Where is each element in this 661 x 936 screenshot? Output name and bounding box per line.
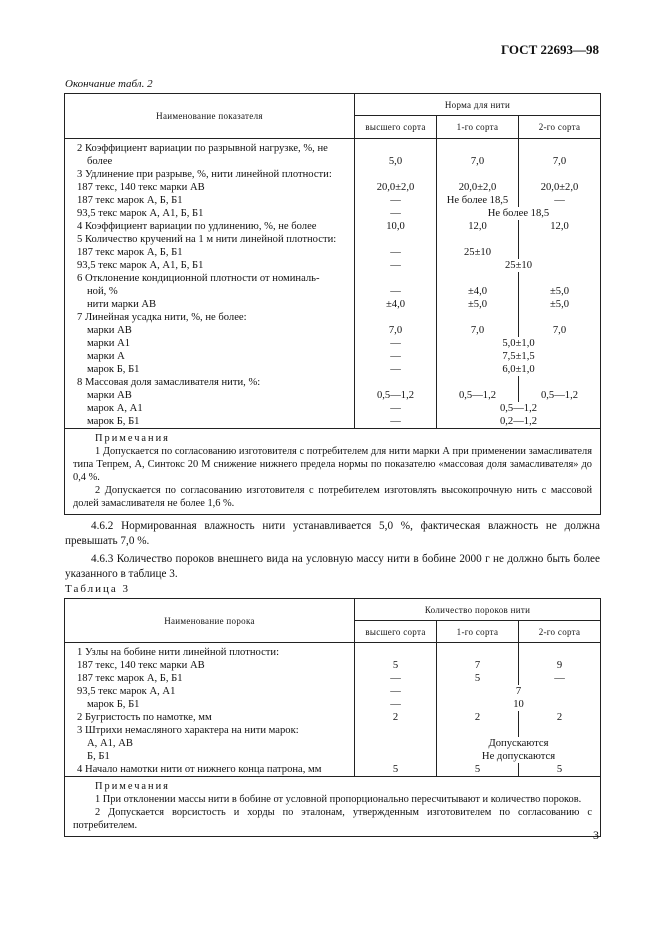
table-3-col-first: 1-го сорта	[437, 621, 519, 643]
cell-top-grade	[355, 737, 437, 750]
page-number: 3	[593, 828, 599, 842]
cell-second-grade	[519, 246, 601, 259]
cell-second-grade: 9	[519, 659, 601, 672]
table-3-col-second: 2-го сорта	[519, 621, 601, 643]
cell-second-grade	[519, 376, 601, 389]
row-name: 187 текс, 140 текс марки АВ	[65, 659, 355, 672]
row-name: Б, Б1	[65, 750, 355, 763]
cell-top-grade	[355, 233, 437, 246]
table-row	[65, 685, 601, 698]
cell-merged: Не более 18,5	[437, 207, 601, 220]
cell-merged: 6,0±1,0	[437, 363, 601, 376]
cell-first-grade: 2	[437, 711, 519, 724]
cell-second-grade: 12,0	[519, 220, 601, 233]
cell-second-grade: 7,0	[519, 155, 601, 168]
cell-merged: 25±10	[437, 259, 601, 272]
row-name: 6 Отклонение кондиционной плотности от номиналь-	[65, 272, 355, 285]
row-name: нити марки АВ	[65, 298, 355, 311]
table-row	[65, 402, 601, 415]
table-row	[65, 350, 601, 363]
cell-second-grade: ±5,0	[519, 298, 601, 311]
cell-second-grade: 20,0±2,0	[519, 181, 601, 194]
table-2-col-second: 2-го сорта	[519, 116, 601, 139]
cell-top-grade: —	[355, 285, 437, 298]
row-name: 4 Начало намотки нити от нижнего конца патрона, мм	[65, 763, 355, 777]
table-2-caption: Окончание табл. 2	[65, 78, 153, 90]
table-row	[65, 415, 601, 429]
table-row	[65, 643, 601, 660]
table-row	[65, 737, 601, 750]
table-row	[65, 750, 601, 763]
cell-top-grade: —	[355, 672, 437, 685]
cell-second-grade: 7,0	[519, 324, 601, 337]
cell-top-grade: —	[355, 194, 437, 207]
row-name: 187 текс марок А, Б, Б1	[65, 672, 355, 685]
cell-top-grade	[355, 272, 437, 285]
cell-top-grade: —	[355, 415, 437, 429]
cell-second-grade	[519, 272, 601, 285]
table-3-col-group: Количество пороков нити	[355, 599, 601, 621]
cell-merged: 0,2—1,2	[437, 415, 601, 429]
row-name: 3 Штрихи немасляного характера на нити марок:	[65, 724, 355, 737]
cell-top-grade	[355, 376, 437, 389]
table-2-col-first: 1-го сорта	[437, 116, 519, 139]
table-row	[65, 272, 601, 285]
cell-top-grade: —	[355, 363, 437, 376]
row-name: 187 текс марок А, Б, Б1	[65, 246, 355, 259]
cell-first-grade	[437, 168, 519, 181]
cell-top-grade: 10,0	[355, 220, 437, 233]
cell-first-grade	[437, 139, 519, 156]
table-row	[65, 724, 601, 737]
cell-second-grade	[519, 724, 601, 737]
table-row	[65, 233, 601, 246]
cell-second-grade: 0,5—1,2	[519, 389, 601, 402]
row-name: 93,5 текс марок А, А1	[65, 685, 355, 698]
table-row	[65, 220, 601, 233]
row-name: 1 Узлы на бобине нити линейной плотности:	[65, 643, 355, 660]
document-code: ГОСТ 22693—98	[500, 42, 599, 57]
row-name: 4 Коэффициент вариации по удлинению, %, не более	[65, 220, 355, 233]
cell-first-grade	[437, 376, 519, 389]
table-row	[65, 207, 601, 220]
table-row	[65, 711, 601, 724]
row-name: марок А, А1	[65, 402, 355, 415]
table-row	[65, 389, 601, 402]
table-2	[64, 93, 601, 515]
cell-top-grade	[355, 643, 437, 660]
row-name: 2 Коэффициент вариации по разрывной нагрузке, %, не	[65, 139, 355, 156]
table-row	[65, 246, 601, 259]
cell-top-grade: ±4,0	[355, 298, 437, 311]
row-name: марок Б, Б1	[65, 698, 355, 711]
table-2-col-name: Наименование показателя	[65, 94, 355, 139]
row-name: ной, %	[65, 285, 355, 298]
table-3	[64, 598, 601, 837]
cell-top-grade: —	[355, 685, 437, 698]
cell-second-grade	[519, 168, 601, 181]
cell-second-grade	[519, 643, 601, 660]
table-row	[65, 259, 601, 272]
table-row	[65, 181, 601, 194]
cell-first-grade: 0,5—1,2	[437, 389, 519, 402]
table-row	[65, 311, 601, 324]
table-3-note-1: 1 При отклонении массы нити в бобине от условной пропорционально пересчитывают и количество пороков.	[95, 794, 582, 805]
row-name: 2 Бугристость по намотке, мм	[65, 711, 355, 724]
cell-first-grade: 20,0±2,0	[437, 181, 519, 194]
paragraph-4-6-2: 4.6.2 Нормированная влажность нити устанавливается 5,0 %, фактическая влажность не должна превышать 7,0 %.	[65, 520, 600, 547]
cell-first-grade: 25±10	[437, 246, 519, 259]
row-name: 93,5 текс марок А, А1, Б, Б1	[65, 259, 355, 272]
cell-first-grade: 5	[437, 763, 519, 777]
table-row	[65, 168, 601, 181]
cell-merged: 7	[437, 685, 601, 698]
cell-first-grade: Не более 18,5	[437, 194, 519, 207]
row-name: 187 текс марок А, Б, Б1	[65, 194, 355, 207]
table-3-col-top: высшего сорта	[355, 621, 437, 643]
row-name: более	[65, 155, 355, 168]
cell-first-grade	[437, 311, 519, 324]
cell-first-grade	[437, 724, 519, 737]
table-row	[65, 672, 601, 685]
row-name: марки АВ	[65, 324, 355, 337]
cell-top-grade: —	[355, 337, 437, 350]
table-3-notes	[65, 777, 601, 837]
table-3-notes-title: Примечания	[95, 781, 170, 792]
cell-second-grade: —	[519, 672, 601, 685]
paragraph-4-6-3: 4.6.3 Количество пороков внешнего вида на условную массу нити в бобине 2000 г не должно быть более указанного в таблице 3.	[65, 553, 600, 580]
cell-top-grade	[355, 724, 437, 737]
cell-first-grade: 7	[437, 659, 519, 672]
table-row	[65, 285, 601, 298]
table-row	[65, 763, 601, 777]
cell-top-grade: 0,5—1,2	[355, 389, 437, 402]
cell-top-grade: —	[355, 207, 437, 220]
table-row	[65, 139, 601, 156]
cell-first-grade: 7,0	[437, 155, 519, 168]
row-name: марки АВ	[65, 389, 355, 402]
table-row	[65, 337, 601, 350]
row-name: марок Б, Б1	[65, 415, 355, 429]
row-name: А, А1, АВ	[65, 737, 355, 750]
row-name: 8 Массовая доля замасливателя нити, %:	[65, 376, 355, 389]
table-row	[65, 155, 601, 168]
cell-merged: Не допускаются	[437, 750, 601, 763]
cell-top-grade: —	[355, 259, 437, 272]
row-name: 187 текс, 140 текс марки АВ	[65, 181, 355, 194]
cell-first-grade: 5	[437, 672, 519, 685]
row-name: 3 Удлинение при разрыве, %, нити линейной плотности:	[65, 168, 355, 181]
table-2-note-2: 2 Допускается по согласованию изготовителя с потребителем изготовлять высокопрочную нить с массовой долей замасливателя не более 1,6 %.	[73, 485, 593, 509]
cell-first-grade	[437, 233, 519, 246]
table-2-notes	[65, 429, 601, 515]
paragraphs	[65, 519, 600, 582]
cell-merged: 7,5±1,5	[437, 350, 601, 363]
table-2-notes-title: Примечания	[95, 433, 170, 444]
table-3-note-2: 2 Допускается ворсистость и хорды по эталонам, утвержденным изготовителем по согласованию с потребителем.	[73, 807, 593, 831]
row-name: 5 Количество кручений на 1 м нити линейной плотности:	[65, 233, 355, 246]
row-name: марки А	[65, 350, 355, 363]
cell-first-grade: 12,0	[437, 220, 519, 233]
cell-top-grade	[355, 750, 437, 763]
cell-top-grade: 5	[355, 763, 437, 777]
row-name: марки А1	[65, 337, 355, 350]
cell-top-grade	[355, 168, 437, 181]
cell-first-grade: 7,0	[437, 324, 519, 337]
cell-top-grade: 20,0±2,0	[355, 181, 437, 194]
table-row	[65, 194, 601, 207]
table-2-col-top: высшего сорта	[355, 116, 437, 139]
cell-merged: 5,0±1,0	[437, 337, 601, 350]
table-row	[65, 698, 601, 711]
cell-top-grade: —	[355, 246, 437, 259]
cell-merged: Допускаются	[437, 737, 601, 750]
table-2-note-1: 1 Допускается по согласованию изготовителя с потребителем для нити марки А при применении замасливателя типа Тепрем, А, Синтокс 20 М снижение нижнего предела нормы по показателю «массовая доля замасливателя» до 0,4 %.	[73, 446, 593, 483]
cell-first-grade: ±5,0	[437, 298, 519, 311]
cell-second-grade	[519, 311, 601, 324]
cell-second-grade: 2	[519, 711, 601, 724]
cell-merged: 10	[437, 698, 601, 711]
cell-second-grade: 5	[519, 763, 601, 777]
cell-top-grade	[355, 139, 437, 156]
table-3-col-name: Наименование порока	[65, 599, 355, 643]
table-2-col-group: Норма для нити	[355, 94, 601, 116]
cell-top-grade: —	[355, 698, 437, 711]
cell-top-grade: 5	[355, 659, 437, 672]
table-row	[65, 363, 601, 376]
cell-second-grade: —	[519, 194, 601, 207]
cell-second-grade	[519, 139, 601, 156]
table-row	[65, 298, 601, 311]
cell-merged: 0,5—1,2	[437, 402, 601, 415]
cell-first-grade	[437, 643, 519, 660]
table-3-caption: Таблица 3	[65, 583, 131, 595]
cell-top-grade: —	[355, 350, 437, 363]
cell-first-grade	[437, 272, 519, 285]
cell-top-grade: 5,0	[355, 155, 437, 168]
cell-top-grade	[355, 311, 437, 324]
cell-first-grade: ±4,0	[437, 285, 519, 298]
row-name: 93,5 текс марок А, А1, Б, Б1	[65, 207, 355, 220]
cell-second-grade: ±5,0	[519, 285, 601, 298]
table-row	[65, 659, 601, 672]
cell-top-grade: 2	[355, 711, 437, 724]
table-row	[65, 376, 601, 389]
cell-top-grade: 7,0	[355, 324, 437, 337]
cell-top-grade: —	[355, 402, 437, 415]
row-name: 7 Линейная усадка нити, %, не более:	[65, 311, 355, 324]
table-row	[65, 324, 601, 337]
row-name: марок Б, Б1	[65, 363, 355, 376]
cell-second-grade	[519, 233, 601, 246]
